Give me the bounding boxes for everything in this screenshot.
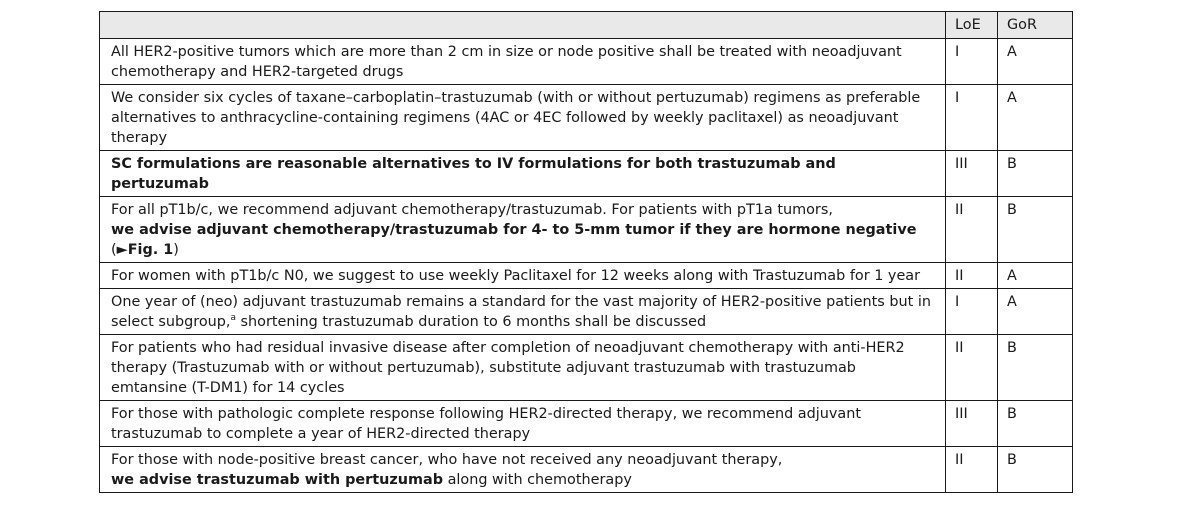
grade-of-recommendation: B	[998, 401, 1073, 447]
recommendation-text: For those with pathologic complete response following HER2-directed therapy, we recommend adjuvant trastuzumab to complete a year of HER2-directed therapy	[100, 401, 946, 447]
grade-of-recommendation: A	[998, 263, 1073, 289]
level-of-evidence: II	[946, 263, 998, 289]
level-of-evidence: III	[946, 401, 998, 447]
level-of-evidence: I	[946, 39, 998, 85]
level-of-evidence: II	[946, 447, 998, 493]
level-of-evidence: I	[946, 85, 998, 151]
recommendation-text-plain: For those with node-positive breast cancer, who have not received any neoadjuvant therapy,	[111, 452, 783, 468]
recommendation-text: SC formulations are reasonable alternatives to IV formulations for both trastuzumab and pertuzumab	[100, 151, 946, 197]
grade-of-recommendation: B	[998, 447, 1073, 493]
footnote-marker: a	[230, 313, 236, 324]
recommendation-text-after: along with chemotherapy	[443, 472, 632, 488]
recommendation-text: For patients who had residual invasive disease after completion of neoadjuvant chemotherapy with anti-HER2 therapy (Trastuzumab with or without pertuzumab), substitute adjuvant trastuzumab with trastuzumab emtansine (T-DM1) for 14 cycles	[100, 335, 946, 401]
recommendation-text	[100, 197, 946, 263]
grade-of-recommendation: A	[998, 39, 1073, 85]
recommendation-text: We consider six cycles of taxane–carboplatin–trastuzumab (with or without pertuzumab) regimens as preferable alternatives to anthracycline-containing regimens (4AC or 4EC followed by weekly paclitaxel) as neoadjuvant therapy	[100, 85, 946, 151]
grade-of-recommendation: B	[998, 151, 1073, 197]
grade-of-recommendation: A	[998, 85, 1073, 151]
figure-ref-close: )	[173, 242, 179, 258]
header-recommendation	[100, 12, 946, 39]
level-of-evidence: II	[946, 335, 998, 401]
grade-of-recommendation: B	[998, 335, 1073, 401]
table-row	[100, 289, 1073, 335]
recommendation-text: For women with pT1b/c N0, we suggest to use weekly Paclitaxel for 12 weeks along with Trastuzumab for 1 year	[100, 263, 946, 289]
level-of-evidence: III	[946, 151, 998, 197]
recommendation-text-before: One year of (neo) adjuvant trastuzumab remains a standard for the vast majority of HER2-positive patients but in select subgroup,	[111, 294, 931, 330]
recommendation-text	[100, 447, 946, 493]
header-gor: GoR	[998, 12, 1073, 39]
recommendations-table	[99, 11, 1073, 493]
grade-of-recommendation: B	[998, 197, 1073, 263]
table-row	[100, 447, 1073, 493]
figure-ref-open: (	[111, 242, 117, 258]
table-row	[100, 85, 1073, 151]
level-of-evidence: I	[946, 289, 998, 335]
table-row	[100, 401, 1073, 447]
table-row	[100, 151, 1073, 197]
header-loe: LoE	[946, 12, 998, 39]
figure-ref-arrow-icon: ►	[116, 242, 128, 258]
table-row	[100, 39, 1073, 85]
table-row	[100, 263, 1073, 289]
recommendation-text	[100, 289, 946, 335]
figure-reference: Fig. 1	[127, 242, 174, 258]
header-row	[100, 12, 1073, 39]
table-row	[100, 197, 1073, 263]
level-of-evidence: II	[946, 197, 998, 263]
table-row	[100, 335, 1073, 401]
recommendation-text: All HER2-positive tumors which are more than 2 cm in size or node positive shall be treated with neoadjuvant chemotherapy and HER2-targeted drugs	[100, 39, 946, 85]
grade-of-recommendation: A	[998, 289, 1073, 335]
recommendation-text-emphasis: we advise trastuzumab with pertuzumab	[111, 472, 444, 488]
recommendation-text-plain: For all pT1b/c, we recommend adjuvant chemotherapy/trastuzumab. For patients with pT1a tumors,	[111, 202, 833, 218]
recommendation-text-after: shortening trastuzumab duration to 6 months shall be discussed	[235, 314, 707, 330]
recommendation-text-emphasis: we advise adjuvant chemotherapy/trastuzumab for 4- to 5-mm tumor if they are hormone negative	[111, 222, 917, 238]
